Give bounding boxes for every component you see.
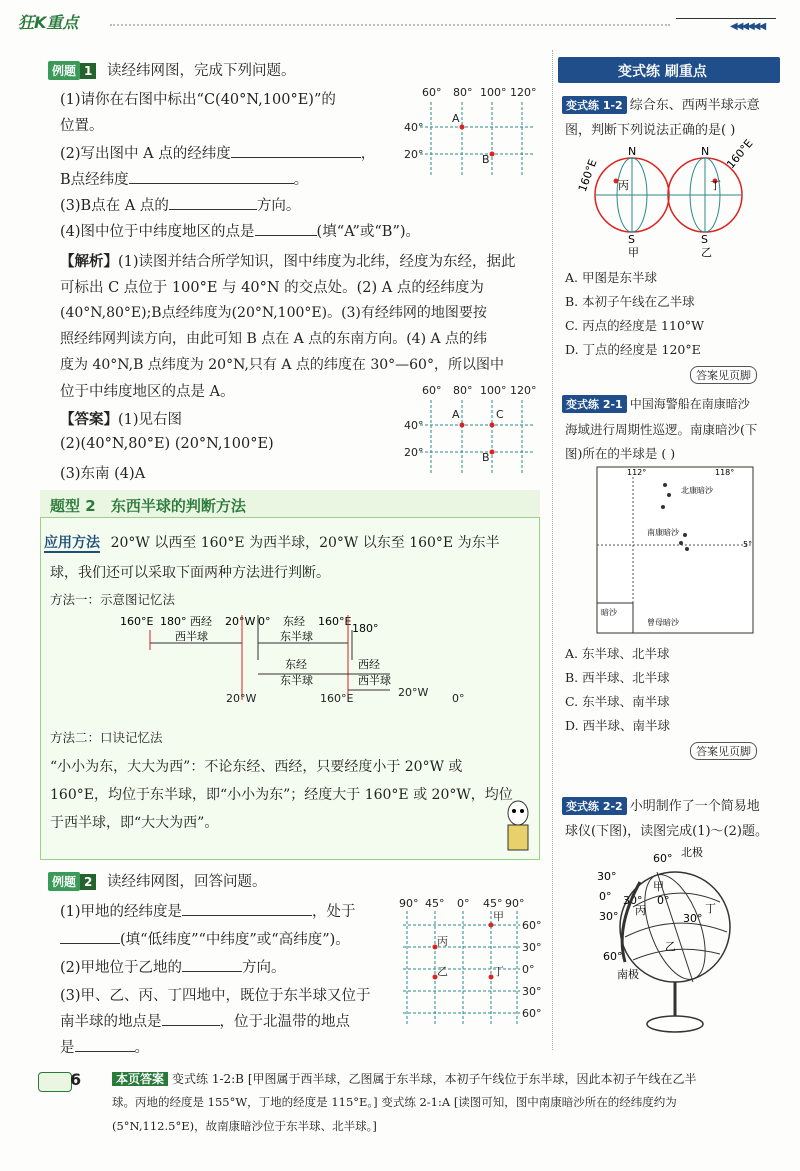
point-b-label: B <box>482 451 490 464</box>
lat-60s-label: 60° <box>522 1007 542 1020</box>
question-1-line1: (1)请你在右图中标出“C(40°N,100°E)”的 <box>60 92 336 108</box>
analysis-line-2: 可标出 C 点位于 100°E 与 40°N 的交点处。(2) A 点的经纬度为 <box>60 280 484 296</box>
option-2-1-c[interactable]: C. 东半球、南半球 <box>565 694 670 709</box>
analysis-line-6: 位于中纬度地区的点是 A。 <box>60 384 235 400</box>
label-20W: 20°W <box>225 615 256 628</box>
point-yi-label: 乙 <box>437 965 448 978</box>
latlon-grid-2 <box>395 895 545 1030</box>
ex2-blank-zone[interactable] <box>60 930 120 944</box>
header-rule <box>676 18 776 19</box>
label-20W-bottom-2: 20°W <box>398 686 429 699</box>
analysis-line-4: 照经纬网判读方向，由此可知 B 点在 A 点的东南方向。(4) A 点的纬 <box>60 331 488 347</box>
ex2-q1-end: (填“低纬度”“中纬度”或“高纬度”)。 <box>120 932 350 948</box>
ex2-q3-end-text: 是 <box>60 1040 75 1056</box>
practice-banner-text: 变式练 刷重点 <box>618 64 707 80</box>
variant-2-1-tag: 变式练 2-1 <box>562 395 627 413</box>
answer-blank-b[interactable] <box>129 170 294 184</box>
answer-blank-a[interactable] <box>231 144 361 158</box>
north-label-right: N <box>701 145 710 158</box>
point-b <box>490 450 495 455</box>
ex2-blank-direction[interactable] <box>182 958 242 972</box>
north-pole-label: 北极 <box>681 846 703 859</box>
label-west-hemisphere-2: 西半球 <box>358 674 391 687</box>
label-160E-bottom: 160°E <box>320 692 354 705</box>
nankang-label: 南康暗沙 <box>647 528 679 537</box>
label-0: 0° <box>258 615 271 628</box>
point-c <box>490 423 495 428</box>
answer-line-2: (2)(40°N,80°E) (20°N,100°E) <box>60 436 274 452</box>
lat-40-label: 40° <box>404 419 424 432</box>
example-title: 读经纬网图，完成下列问题。 <box>106 63 296 79</box>
point-b <box>490 152 495 157</box>
lat-5-label: 5° <box>743 540 753 549</box>
ex2-q3-text: 南半球的地点是 <box>60 1014 162 1030</box>
footer-page-number-box <box>38 1072 72 1092</box>
label-0-bottom: 0° <box>452 692 465 705</box>
ex2-q2-end: 方向。 <box>242 960 286 976</box>
bing-label: 丙 <box>618 179 629 192</box>
header-logo: 狂K重点 <box>18 13 79 32</box>
variant-1-2-tag: 变式练 1-2 <box>562 96 627 114</box>
answer-blank-direction[interactable] <box>169 196 257 210</box>
footer-line-2: 球。丙地的经度是 155°W，丁地的经度是 115°E。] 变式练 2-1:A [读图可知，图中南康暗沙所在的经纬度约为 <box>112 1095 677 1109</box>
north-label-left: N <box>628 145 637 158</box>
method-text-2: 球，我们还可以采取下面两种方法进行判断。 <box>50 565 330 581</box>
label-east-long-2: 东经 <box>285 658 307 671</box>
lon-90w-label: 90° <box>399 897 419 910</box>
right-column-divider <box>552 50 553 1050</box>
method-2-label: 方法二：口诀记忆法 <box>50 730 163 745</box>
footer-line-1: 变式练 1-2:B [甲图属于西半球，乙图属于东半球，本初子午线位于东半球，因此本初子午线在乙半 <box>172 1072 697 1086</box>
ex2-q1-mid: ，处于 <box>312 904 356 920</box>
latlon-grid-1 <box>400 82 540 182</box>
answer-reference-button-1[interactable]: 答案见页脚 <box>690 366 757 384</box>
label-east-hemisphere: 东半球 <box>280 630 313 643</box>
lon-120-label: 120° <box>510 384 537 397</box>
comma: ， <box>360 146 376 162</box>
analysis-line-3: (40°N,80°E);B点经纬度为(20°N,100°E)。(3)有经纬网的地图要按 <box>60 305 487 321</box>
ding-label: 丁 <box>710 179 721 192</box>
point-a-label: A <box>452 112 460 125</box>
globe-ding-label: 丁 <box>705 902 716 915</box>
option-1-2-d[interactable]: D. 丁点的经度是 120°E <box>565 342 701 357</box>
option-1-2-a[interactable]: A. 甲图是东半球 <box>565 270 657 285</box>
lat-20-label: 20° <box>404 446 424 459</box>
variant-2-1-text-3: 图)所在的半球是 ( ) <box>565 446 676 461</box>
nankang-map <box>595 465 755 635</box>
label-160E-2: 160°E <box>318 615 352 628</box>
period: 。 <box>293 172 309 188</box>
globe-lat-0: 0° <box>599 890 612 903</box>
label-west-hemisphere: 西半球 <box>175 630 208 643</box>
answer-tag: 【答案】 <box>60 411 118 428</box>
lon-60-label: 60° <box>422 384 442 397</box>
rule-line-3: 于西半球，即“大大为西”。 <box>50 815 219 831</box>
answer-line-1: (1)见右图 <box>118 412 183 428</box>
label-160-left: 160°E <box>575 157 600 194</box>
point-bing-label: 丙 <box>437 935 448 948</box>
footer-answer-tag: 本页答案 <box>112 1072 168 1086</box>
rule-line-1: “小小为东，大大为西”：不论东经、西经，只要经度小于 20°W 或 <box>50 759 463 775</box>
globe-center-0: 0° <box>657 894 670 907</box>
cartoon-figure <box>498 795 538 855</box>
ex2-q3-period: 。 <box>134 1040 149 1056</box>
label-east-hemisphere-2: 东半球 <box>280 674 313 687</box>
answer-reference-button-2[interactable]: 答案见页脚 <box>690 742 757 760</box>
latlon-grid-answer <box>400 380 540 480</box>
lon-80-label: 80° <box>453 86 473 99</box>
ex2-q3-line1: (3)甲、乙、丙、丁四地中，既位于东半球又位于 <box>60 988 371 1004</box>
question-2b-text: B点经纬度 <box>60 172 129 188</box>
lon-45e-label: 45° <box>483 897 503 910</box>
answer-line-3: (3)东南 (4)A <box>60 466 146 482</box>
option-2-1-b[interactable]: B. 西半球、北半球 <box>565 670 670 685</box>
example-2-tag: 例题 <box>48 872 80 891</box>
label-180-right: 180° <box>352 622 379 635</box>
variant-1-2-text-2: 图，判断下列说法正确的是( ) <box>565 123 736 138</box>
lon-45w-label: 45° <box>425 897 445 910</box>
page-number: 6 <box>70 1070 82 1089</box>
label-west-long-2: 西经 <box>358 658 380 671</box>
variant-2-2-tag: 变式练 2-2 <box>562 797 627 815</box>
globe-center-30e: 30° <box>683 912 703 925</box>
point-a-label: A <box>452 408 460 421</box>
globe-yi-label: 乙 <box>665 940 676 953</box>
question-3-end: 方向。 <box>256 198 301 214</box>
ex2-q1-text: (1)甲地的经纬度是 <box>60 904 183 920</box>
globe-lat-60n: 60° <box>653 852 673 865</box>
variant-1-2-text-1: 综合东、西两半球示意 <box>629 98 760 113</box>
lat-30s-label: 30° <box>522 985 542 998</box>
jia-label: 甲 <box>628 246 639 259</box>
lon-90e-label: 90° <box>505 897 525 910</box>
option-1-2-c[interactable]: C. 丙点的经度是 110°W <box>565 318 704 333</box>
answer-blank-mid-lat[interactable] <box>255 222 317 236</box>
lon-100-label: 100° <box>480 86 507 99</box>
lat-30n-label: 30° <box>522 941 542 954</box>
lon-80-label: 80° <box>453 384 473 397</box>
lon-120-label: 120° <box>510 86 537 99</box>
lat-0-label: 0° <box>522 963 535 976</box>
globe-jia-label: 甲 <box>653 880 664 893</box>
label-20W-bottom: 20°W <box>226 692 257 705</box>
point-jia-label: 甲 <box>493 910 504 923</box>
legend-shoal-label: 暗沙 <box>601 608 617 617</box>
south-pole-label: 南极 <box>617 968 639 981</box>
south-label-left: S <box>628 233 635 246</box>
globe-lat-30n: 30° <box>597 870 617 883</box>
globe-bing-label: 丙 <box>635 904 646 917</box>
header-arrows: ◀◀◀◀◀◀ <box>730 21 765 32</box>
label-180: 180° <box>160 615 187 628</box>
option-2-1-a[interactable]: A. 东半球、北半球 <box>565 646 670 661</box>
variant-2-2-text-2: 球仪(下图)，读图完成(1)～(2)题。 <box>565 824 768 839</box>
example-number: 1 <box>80 63 96 79</box>
option-2-1-d[interactable]: D. 西半球、南半球 <box>565 718 671 733</box>
yi-label: 乙 <box>701 246 712 259</box>
option-1-2-b[interactable]: B. 本初子午线在乙半球 <box>565 294 695 309</box>
method-tag: 应用方法 <box>44 535 100 551</box>
variant-2-2-text-1: 小明制作了一个简易地 <box>629 799 760 814</box>
header-dots <box>110 24 670 26</box>
example-2-number: 2 <box>80 874 96 890</box>
south-label-right: S <box>701 233 708 246</box>
lat-40-label: 40° <box>404 121 424 134</box>
question-2-text: (2)写出图中 A 点的经纬度 <box>60 146 231 162</box>
point-a <box>460 125 465 130</box>
question-1-line2: 位置。 <box>60 118 104 134</box>
globe-lat-60s: 60° <box>603 950 623 963</box>
analysis-line-1: (1)读图并结合所学知识，图中纬度为北纬，经度为东经，据此 <box>118 254 516 270</box>
ex2-blank-east-south[interactable] <box>162 1012 220 1026</box>
question-4-end: (填“A”或“B”)。 <box>316 224 421 240</box>
method-text-1: 20°W 以西至 160°E 为西半球，20°W 以东至 160°E 为东半 <box>110 535 500 551</box>
ex2-blank-north-temperate[interactable] <box>75 1038 135 1052</box>
topic-2-tag: 题型 2 <box>50 497 96 515</box>
lon-0-label: 0° <box>457 897 470 910</box>
label-160E: 160°E <box>120 615 154 628</box>
analysis-line-5: 度为 40°N,B 点纬度为 20°N,只有 A 点的纬度在 30°—60°，所以图中 <box>60 357 504 373</box>
globe-figure <box>595 842 755 1042</box>
lat-20-label: 20° <box>404 148 424 161</box>
footer-line-3: (5°N,112.5°E)，故南康暗沙位于东半球、北半球。] <box>112 1119 377 1133</box>
hemisphere-circles-figure <box>575 137 760 265</box>
example-tag: 例题 <box>48 61 80 80</box>
lon-118-label: 118° <box>715 468 735 477</box>
zengmu-label: 曾母暗沙 <box>647 618 679 627</box>
label-east-long: 东经 <box>283 615 305 628</box>
beikang-label: 北康暗沙 <box>681 486 713 495</box>
method-1-label: 方法一：示意图记忆法 <box>50 592 176 607</box>
topic-2-title: 东西半球的判断方法 <box>110 497 246 515</box>
analysis-tag: 【解析】 <box>60 253 118 270</box>
point-c-label: C <box>496 408 504 421</box>
label-west-long: 西经 <box>190 615 212 628</box>
example-2-title: 读经纬网图，回答问题。 <box>106 874 267 890</box>
ex2-q2-text: (2)甲地位于乙地的 <box>60 960 183 976</box>
ex2-blank-latlon[interactable] <box>182 902 312 916</box>
lon-100-label: 100° <box>480 384 507 397</box>
variant-2-1-text-1: 中国海警船在南康暗沙 <box>629 397 750 411</box>
globe-center-30w: 30° <box>623 894 643 907</box>
lat-60n-label: 60° <box>522 919 542 932</box>
question-4-text: (4)图中位于中纬度地区的点是 <box>60 224 255 240</box>
point-a <box>460 423 465 428</box>
question-3-text: (3)B点在 A 点的 <box>60 198 169 214</box>
ex2-q3-mid: ，位于北温带的地点 <box>219 1014 350 1030</box>
point-b-label: B <box>482 153 490 166</box>
page-header <box>0 0 800 40</box>
point-jia <box>489 923 494 928</box>
variant-2-1-text-2: 海域进行周期性巡逻。南康暗沙(下 <box>565 422 758 437</box>
lon-60-label: 60° <box>422 86 442 99</box>
globe-lat-30s: 30° <box>599 910 619 923</box>
point-ding-label: 丁 <box>493 965 504 978</box>
lon-112-label: 112° <box>627 468 647 477</box>
label-160-right: 160°E <box>724 137 756 172</box>
rule-line-2: 160°E，均位于东半球，即“小小为东”；经度大于 160°E 或 20°W，均位 <box>50 787 513 803</box>
